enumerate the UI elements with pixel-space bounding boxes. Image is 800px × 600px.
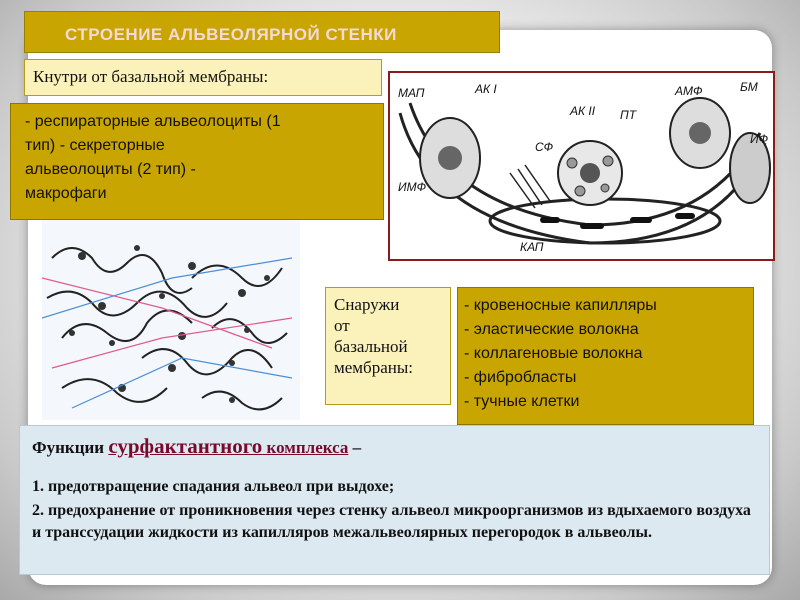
outside-structures-list [457, 287, 754, 425]
inside-cells-list [10, 103, 384, 220]
list-item: - эластические волокна [464, 321, 639, 338]
outside-label-line: мембраны: [334, 358, 413, 377]
surfactant-functions-panel [19, 425, 770, 575]
inside-list-line: тип) - секреторные [25, 137, 165, 154]
functions-heading [32, 434, 361, 459]
outside-label-line: базальной [334, 337, 408, 356]
outside-label-line: от [334, 316, 350, 335]
alveolar-wall-diagram [388, 71, 775, 261]
functions-accent-big: сурфактантного [108, 434, 263, 458]
list-item: - коллагеновые волокна [464, 345, 643, 362]
alveoli-micrograph [42, 218, 300, 420]
label-if: ИФ [750, 132, 769, 146]
outside-basement-membrane-label [325, 287, 451, 405]
label-imf: ИМФ [398, 180, 427, 194]
label-sf: СФ [535, 140, 554, 154]
label-ak1: АК I [475, 82, 497, 96]
list-item: - тучные клетки [464, 393, 580, 410]
label-amf: АМФ [675, 84, 703, 98]
label-map: МАП [398, 86, 425, 100]
slide-title: СТРОЕНИЕ АЛЬВЕОЛЯРНОЙ СТЕНКИ [24, 11, 500, 53]
label-bm: БМ [740, 80, 758, 94]
inside-list-line: - респираторные альвеолоциты (1 [25, 113, 281, 130]
inside-list-line: макрофаги [25, 185, 107, 202]
label-pt: ПТ [620, 108, 637, 122]
functions-prefix: Функции [32, 438, 109, 457]
inside-list-line: альвеолоциты (2 тип) - [25, 161, 196, 178]
label-kap: КАП [520, 240, 544, 254]
functions-accent [108, 434, 349, 458]
functions-accent-rest: комплекса [262, 438, 349, 457]
function-item-1: 1. предотвращение спадания альвеол при выдохе; [32, 478, 395, 495]
function-item-2: 2. предохранение от проникновения через стенку альвеол микроорганизмов из вдыхаемого воздуха и транссудации жидкости из капилляров межальвеолярных перегородок в альвеолы. [32, 502, 751, 541]
label-ak2: АК II [570, 104, 596, 118]
functions-suffix: – [348, 438, 362, 457]
inside-basement-membrane-label: Кнутри от базальной мембраны: [24, 59, 382, 96]
list-item: - фибробласты [464, 369, 577, 386]
list-item: - кровеносные капилляры [464, 297, 657, 314]
outside-label-line: Снаружи [334, 295, 400, 314]
